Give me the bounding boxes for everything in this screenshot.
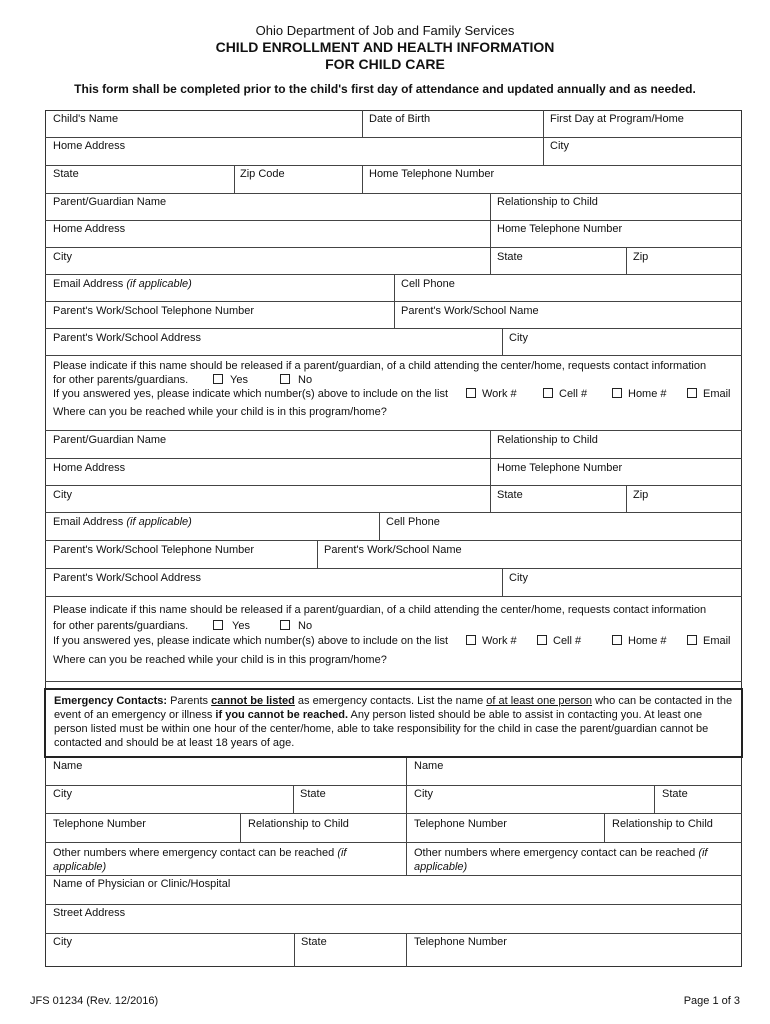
physician-street-field[interactable]: Street Address xyxy=(53,907,126,919)
ec2-relationship-field[interactable]: Relationship to Child xyxy=(612,818,713,830)
yes-label: Yes xyxy=(230,374,248,386)
g1-work-address-field[interactable]: Parent's Work/School Address xyxy=(53,332,202,344)
g2-work-name-field[interactable]: Parent's Work/School Name xyxy=(324,544,462,556)
g2-work-address-field[interactable]: Parent's Work/School Address xyxy=(53,572,202,584)
ec2-other-numbers-field[interactable]: Other numbers where emergency contact can be reached (if applicable) xyxy=(414,847,708,873)
g1-cell-field[interactable]: Cell Phone xyxy=(401,278,455,290)
physician-name-field[interactable]: Name of Physician or Clinic/Hospital xyxy=(53,878,231,890)
g1-no-checkbox[interactable] xyxy=(280,374,290,384)
g1-home-address-field[interactable]: Home Address xyxy=(53,223,126,235)
physician-phone-field[interactable]: Telephone Number xyxy=(414,936,507,948)
g2-name-field[interactable]: Parent/Guardian Name xyxy=(53,434,167,446)
col-divider xyxy=(234,165,235,193)
row-divider xyxy=(45,904,742,905)
yes-label: Yes xyxy=(232,620,250,632)
child-home-phone-field[interactable]: Home Telephone Number xyxy=(369,168,495,180)
g1-zip-field[interactable]: Zip xyxy=(633,251,649,263)
row-divider xyxy=(45,430,742,431)
col-divider xyxy=(240,813,241,842)
ec2-city-field[interactable]: City xyxy=(414,788,433,800)
form-instruction: This form shall be completed prior to the child's first day of attendance and updated annually and as needed. xyxy=(74,82,696,96)
col-divider xyxy=(294,933,295,967)
col-divider xyxy=(317,540,318,568)
g2-numbers-question: If you answered yes, please indicate which number(s) above to include on the list xyxy=(53,635,448,647)
col-divider xyxy=(626,247,627,274)
g2-work-checkbox[interactable] xyxy=(466,635,476,645)
agency-name: Ohio Department of Job and Family Services xyxy=(255,23,515,38)
col-divider xyxy=(406,933,407,967)
form-frame xyxy=(45,110,742,967)
child-city-field[interactable]: City xyxy=(550,140,569,152)
g1-email-checkbox[interactable] xyxy=(687,388,697,398)
other-note: (if applicable) xyxy=(53,847,347,873)
no-label: No xyxy=(298,620,313,632)
g1-numbers-question: If you answered yes, please indicate which number(s) above to include on the list xyxy=(53,388,448,400)
col-divider xyxy=(626,485,627,512)
col-divider xyxy=(379,512,380,540)
ec1-other-numbers-field[interactable]: Other numbers where emergency contact can be reached (if applicable) xyxy=(53,847,347,873)
g2-no-checkbox[interactable] xyxy=(280,620,290,630)
ec1-name-field[interactable]: Name xyxy=(53,760,83,772)
g2-email-field[interactable]: Email Address (if applicable) xyxy=(53,516,192,528)
row-divider xyxy=(45,933,742,934)
g2-cell-field[interactable]: Cell Phone xyxy=(386,516,440,528)
row-divider xyxy=(45,328,742,329)
ec1-state-field[interactable]: State xyxy=(300,788,326,800)
ec1-city-field[interactable]: City xyxy=(53,788,72,800)
ec2-phone-field[interactable]: Telephone Number xyxy=(414,818,507,830)
col-divider xyxy=(543,110,544,165)
home-label: Home # xyxy=(628,388,667,400)
email-note: (if applicable) xyxy=(126,516,192,528)
col-divider xyxy=(362,165,363,193)
work-label: Work # xyxy=(482,635,517,647)
page-number: Page 1 of 3 xyxy=(683,995,740,1007)
g2-home-checkbox[interactable] xyxy=(612,635,622,645)
row-divider xyxy=(45,568,742,569)
physician-city-field[interactable]: City xyxy=(53,936,72,948)
child-name-field[interactable]: Child's Name xyxy=(53,113,119,125)
g1-work-city-field[interactable]: City xyxy=(509,332,528,344)
child-state-field[interactable]: State xyxy=(53,168,79,180)
col-divider xyxy=(394,274,395,328)
emergency-contacts-notice: Emergency Contacts: Parents cannot be listed as emergency contacts. List the name of at least one person who can be contacted in the event of an emergency or illness if you cannot be reached. Any person listed should be able to assist in contacting you. At least one person listed must be within one hour of the center/home, able to take responsibility for the child in case the parent/guardian cannot be contacted and should be at least 18 years of age. xyxy=(44,688,743,758)
g1-name-field[interactable]: Parent/Guardian Name xyxy=(53,196,167,208)
g2-work-phone-field[interactable]: Parent's Work/School Telephone Number xyxy=(53,544,255,556)
row-divider xyxy=(45,875,742,876)
g2-email-checkbox[interactable] xyxy=(687,635,697,645)
form-title-line1: CHILD ENROLLMENT AND HEALTH INFORMATION xyxy=(215,39,555,55)
g1-work-checkbox[interactable] xyxy=(466,388,476,398)
emergency-lead: Emergency Contacts: xyxy=(54,695,168,707)
col-divider xyxy=(293,785,294,813)
row-divider xyxy=(45,596,742,597)
g1-state-field[interactable]: State xyxy=(497,251,523,263)
email-label: Email xyxy=(703,388,731,400)
g1-email-field[interactable]: Email Address (if applicable) xyxy=(53,278,192,290)
row-divider xyxy=(45,512,742,513)
row-divider xyxy=(45,247,742,248)
if-cannot-be-reached: if you cannot be reached. xyxy=(215,709,349,721)
physician-state-field[interactable]: State xyxy=(301,936,327,948)
g1-yes-checkbox[interactable] xyxy=(213,374,223,384)
col-divider xyxy=(654,785,655,813)
col-divider xyxy=(502,568,503,596)
col-divider xyxy=(604,813,605,842)
email-label: Email xyxy=(703,635,731,647)
cell-label: Cell # xyxy=(559,388,588,400)
cell-label: Cell # xyxy=(553,635,582,647)
child-zip-field[interactable]: Zip Code xyxy=(240,168,285,180)
g2-relationship-field[interactable]: Relationship to Child xyxy=(497,434,598,446)
g2-cell-checkbox[interactable] xyxy=(537,635,547,645)
at-least-one-person: of at least one person xyxy=(486,695,593,707)
col-divider xyxy=(362,110,363,137)
g1-home-phone-field[interactable]: Home Telephone Number xyxy=(497,223,623,235)
g2-zip-field[interactable]: Zip xyxy=(633,489,649,501)
other-note: (if applicable) xyxy=(414,847,708,873)
row-divider xyxy=(45,165,742,166)
row-divider xyxy=(45,485,742,486)
first-day-field[interactable]: First Day at Program/Home xyxy=(550,113,684,125)
col-divider xyxy=(490,193,491,274)
row-divider xyxy=(45,681,742,682)
no-label: No xyxy=(298,374,313,386)
ec1-relationship-field[interactable]: Relationship to Child xyxy=(248,818,349,830)
g1-release-question: Please indicate if this name should be released if a parent/guardian, of a child attending the center/home, requests contact information xyxy=(53,360,707,372)
g2-home-phone-field[interactable]: Home Telephone Number xyxy=(497,462,623,474)
child-home-address-field[interactable]: Home Address xyxy=(53,140,126,152)
row-divider xyxy=(45,220,742,221)
col-divider xyxy=(490,430,491,512)
col-divider xyxy=(502,328,503,355)
g2-release-question: Please indicate if this name should be released if a parent/guardian, of a child attending the center/home, requests contact information xyxy=(53,604,707,616)
g1-work-phone-field[interactable]: Parent's Work/School Telephone Number xyxy=(53,305,255,317)
col-divider xyxy=(406,758,407,875)
row-divider xyxy=(45,540,742,541)
form-title-line2: FOR CHILD CARE xyxy=(325,56,445,72)
g1-release-question-cont: for other parents/guardians. xyxy=(53,374,189,386)
form-id: JFS 01234 (Rev. 12/2016) xyxy=(30,995,159,1007)
g2-yes-checkbox[interactable] xyxy=(213,620,223,630)
g1-work-name-field[interactable]: Parent's Work/School Name xyxy=(401,305,539,317)
g2-city-field[interactable]: City xyxy=(53,489,72,501)
g1-reach-field[interactable]: Where can you be reached while your child is in this program/home? xyxy=(53,406,387,418)
g1-home-checkbox[interactable] xyxy=(612,388,622,398)
form-title xyxy=(0,39,770,73)
g1-relationship-field[interactable]: Relationship to Child xyxy=(497,196,598,208)
row-divider xyxy=(45,193,742,194)
home-label: Home # xyxy=(628,635,667,647)
g1-city-field[interactable]: City xyxy=(53,251,72,263)
row-divider xyxy=(45,785,742,786)
ec2-name-field[interactable]: Name xyxy=(414,760,444,772)
g2-release-question-cont: for other parents/guardians. xyxy=(53,620,189,632)
g1-cell-checkbox[interactable] xyxy=(543,388,553,398)
cannot-be-listed: cannot be listed xyxy=(211,695,295,707)
g2-state-field[interactable]: State xyxy=(497,489,523,501)
ec1-phone-field[interactable]: Telephone Number xyxy=(53,818,146,830)
row-divider xyxy=(45,813,742,814)
row-divider xyxy=(45,458,742,459)
g2-work-city-field[interactable]: City xyxy=(509,572,528,584)
row-divider xyxy=(45,842,742,843)
ec2-state-field[interactable]: State xyxy=(662,788,688,800)
email-note: (if applicable) xyxy=(126,278,192,290)
row-divider xyxy=(45,137,742,138)
row-divider xyxy=(45,355,742,356)
g2-reach-field[interactable]: Where can you be reached while your child is in this program/home? xyxy=(53,654,387,666)
child-dob-field[interactable]: Date of Birth xyxy=(369,113,431,125)
work-label: Work # xyxy=(482,388,517,400)
g2-home-address-field[interactable]: Home Address xyxy=(53,462,126,474)
